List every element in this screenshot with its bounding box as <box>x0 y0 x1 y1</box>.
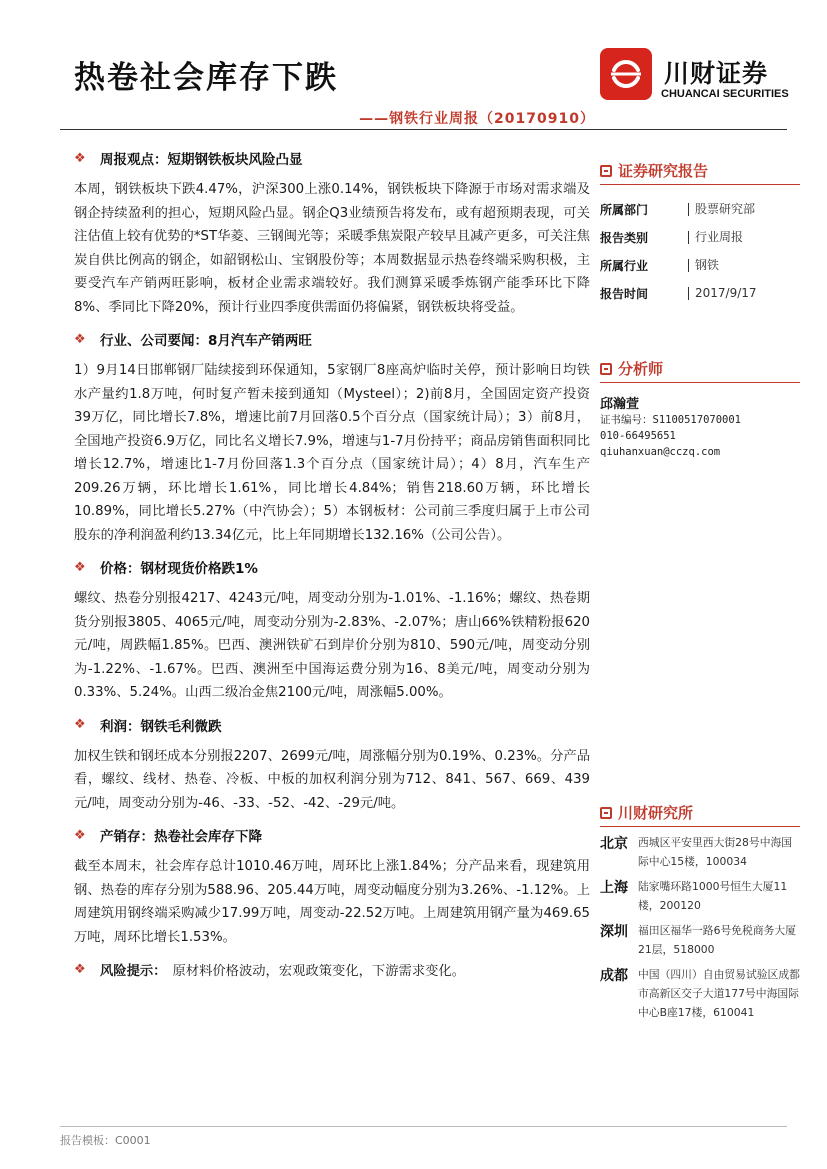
report-icon <box>600 165 612 177</box>
report-info-panel <box>600 160 800 307</box>
institute-heading <box>600 802 800 827</box>
risk-warning <box>74 955 590 983</box>
office-city: 上海 <box>600 880 628 896</box>
info-row-date <box>600 279 800 307</box>
info-row-category <box>600 223 800 251</box>
office-address: 中国（四川）自由贸易试验区成都市高新区交子大道177号中海国际中心B座17楼，610041 <box>638 968 800 1019</box>
section-paragraph: 加权生铁和钢坯成本分别报2207、2699元/吨，周涨幅分别为0.19%、0.23%。分产品看，螺纹、线材、热卷、冷板、中板的加权利润分别为712、841、567、669、439元/吨，周变动分别为-46、-33、-52、-42、-29元/吨。 <box>74 748 590 811</box>
office-address: 福田区福华一路6号免税商务大厦21层，518000 <box>638 924 797 956</box>
section-heading <box>74 144 590 172</box>
main-content <box>74 144 590 983</box>
info-value: 股票研究部 <box>688 203 755 216</box>
info-value: 2017/9/17 <box>688 287 757 300</box>
section-heading <box>74 711 590 739</box>
analyst-cert: 证书编号：S1100517070001 <box>600 414 742 426</box>
footer-divider <box>60 1126 787 1127</box>
institute-heading-text: 川财研究所 <box>618 804 694 822</box>
section-heading-text: 产销存：热卷社会库存下降 <box>100 829 262 845</box>
office-shanghai <box>600 877 800 915</box>
section-heading <box>74 325 590 353</box>
info-key: 所属行业 <box>600 258 649 273</box>
info-key: 所属部门 <box>600 202 649 217</box>
info-row-industry <box>600 251 800 279</box>
section-paragraph: 本周，钢铁板块下跌4.47%，沪深300上涨0.14%，钢铁板块下降源于市场对需求端及钢企持续盈利的担心，短期风险凸显。钢企Q3业绩预告将发布，或有超预期表现，可关注估值上较有优势的*ST华菱、三钢闽光等；采暖季焦炭限产较早且减产更多，可关注焦炭自供比例高的钢企，如韶钢松山、宝钢股份等；本周数据显示热卷终端采购积极，主要受汽车产销两旺影响，板材企业需求端较好。我们测算采暖季炼钢产能季环比下降8%、季同比下降20%，预计行业四季度供需面仍将偏紧，钢铁板块将受益。 <box>74 182 590 315</box>
analyst-icon <box>600 363 612 375</box>
diamond-bullet-icon: ❖ <box>74 150 86 166</box>
office-beijing <box>600 833 800 871</box>
diamond-bullet-icon: ❖ <box>74 331 86 347</box>
info-value: 钢铁 <box>688 259 719 272</box>
analyst-name: 邱瀚萱 <box>600 397 640 412</box>
section-heading-text: 行业、公司要闻：8月汽车产销两旺 <box>100 333 312 349</box>
office-address: 西城区平安里西大街28号中海国际中心15楼，100034 <box>638 836 793 868</box>
chuancai-logo-icon <box>600 48 652 100</box>
logo-text-en: CHUANCAI SECURITIES <box>661 88 789 100</box>
office-shenzhen <box>600 921 800 959</box>
office-city: 成都 <box>600 968 628 984</box>
report-title: 热卷社会库存下跌 <box>74 60 338 96</box>
analyst-email[interactable]: qiuhanxuan@cczq.com <box>600 446 721 458</box>
info-key: 报告时间 <box>600 286 649 301</box>
diamond-bullet-icon: ❖ <box>74 717 86 732</box>
report-info-heading <box>600 160 800 185</box>
risk-label: 风险提示： <box>100 963 167 979</box>
section-paragraph: 螺纹、热卷分别报4217、4243元/吨，周变动分别为-1.01%、-1.16%；螺纹、热卷期货分别报3805、4065元/吨，周变动分别为-2.83%、-2.07%；唐山66%铁精粉报620元/吨，周跌幅1.85%。巴西、澳洲铁矿石到岸价分别为810、590元/吨，周变动分别为-1.22%、-1.67%。巴西、澳洲至中国海运费分别为16、8美元/吨，周变动分别为0.33%、5.24%。山西二级冶金焦2100元/吨，周涨幅5.00%。 <box>74 591 590 700</box>
section-heading <box>74 821 590 849</box>
analyst-heading-text: 分析师 <box>618 360 664 378</box>
footer-template-id: 报告模板：C0001 <box>60 1134 151 1147</box>
office-address: 陆家嘴环路1000号恒生大厦11楼，200120 <box>638 880 788 912</box>
office-city: 北京 <box>600 836 628 852</box>
info-key: 报告类别 <box>600 230 649 245</box>
header-divider <box>60 129 787 130</box>
logo-text-cn: 川财证券 <box>664 59 769 88</box>
section-heading <box>74 553 590 581</box>
risk-text: 原材料价格波动，宏观政策变化，下游需求变化。 <box>172 963 466 979</box>
office-city: 深圳 <box>600 924 628 940</box>
report-info-heading-text: 证券研究报告 <box>618 162 709 180</box>
diamond-bullet-icon: ❖ <box>74 961 86 977</box>
info-row-department <box>600 195 800 223</box>
section-paragraph: 1）9月14日邯郸钢厂陆续接到环保通知，5家钢厂8座高炉临时关停，预计影响日均铁水产量约1.8万吨，何时复产暂未接到通知（Mysteel）；2)前8月，全国固定资产投资39万亿，同比增长7.8%，增速比前7月回落0.5个百分点（国家统计局）；3）前8月，全国地产投资6.9万亿，同比名义增长7.9%，增速与1-7月份持平；商品房销售面积同比增长12.7%，增速比1-7月份回落1.3个百分点（国家统计局）；4）8月，汽车生产209.26万辆，环比增长1.61%，同比增长4.84%；销售218.60万辆，环比增长10.89%，同比增长5.27%（中汽协会）；5）本钢板材：公司前三季度归属于上市公司股东的净利润盈利约13.34亿元，比上年同期增长132.16%（公司公告）。 <box>74 363 590 543</box>
office-chengdu <box>600 965 800 1022</box>
info-value: 行业周报 <box>688 231 743 244</box>
institute-icon <box>600 807 612 819</box>
institute-panel <box>600 802 800 1022</box>
section-heading-text: 利润：钢铁毛利微跌 <box>100 718 222 735</box>
diamond-bullet-icon: ❖ <box>74 827 86 843</box>
analyst-heading <box>600 358 800 383</box>
section-heading-text: 周报观点：短期钢铁板块风险凸显 <box>100 152 303 168</box>
analyst-phone: 010-66495651 <box>600 430 676 442</box>
report-subtitle: ——钢铁行业周报（20170910） <box>359 111 595 127</box>
analyst-panel <box>600 358 800 460</box>
section-paragraph: 截至本周末，社会库存总计1010.46万吨，周环比上涨1.84%；分产品来看，现建筑用钢、热卷的库存分别为588.96、205.44万吨，周变动幅度分别为3.26%、-1.12%。上周建筑用钢终端采购减少17.99万吨，周变动-22.52万吨。上周建筑用钢产量为469.65万吨，周环比增长1.53%。 <box>74 859 590 945</box>
section-heading-text: 价格：钢材现货价格跌1% <box>100 561 258 577</box>
diamond-bullet-icon: ❖ <box>74 559 86 575</box>
